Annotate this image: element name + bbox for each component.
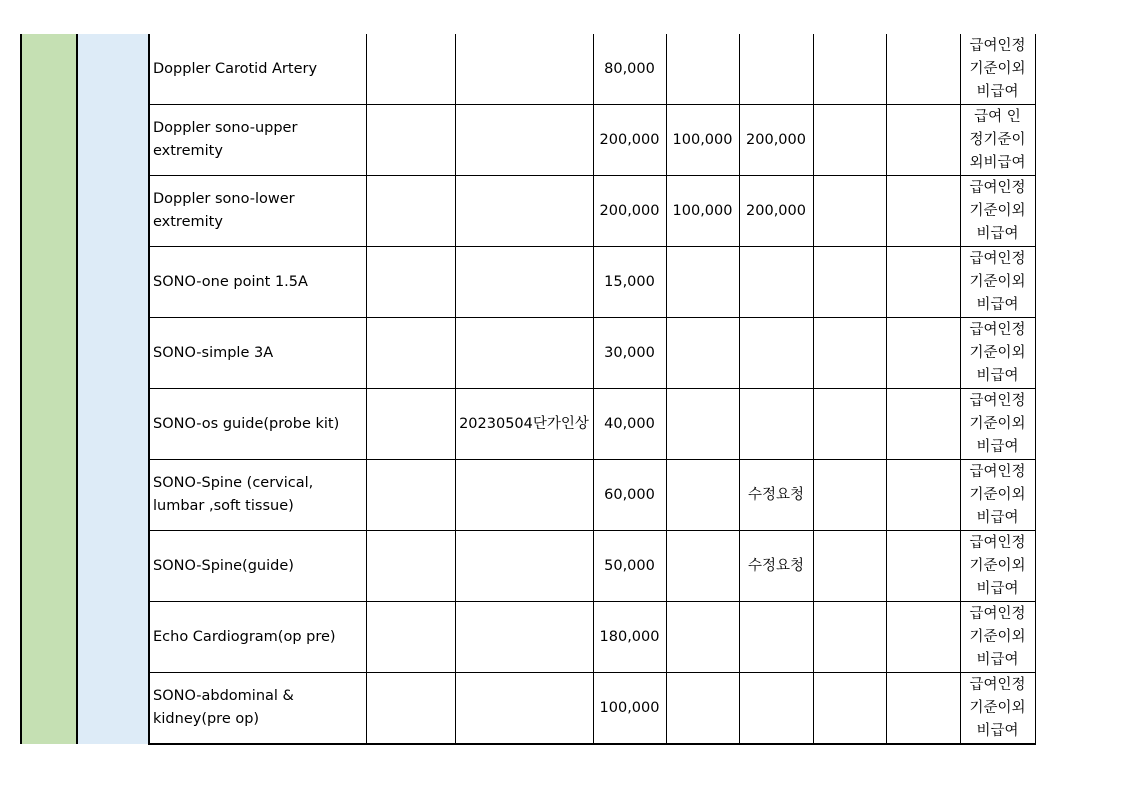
blank-cell[interactable] [886, 531, 960, 602]
category-blue-cell [77, 34, 149, 105]
coverage-note-cell[interactable]: 급여인정 기준이외 비급여 [960, 318, 1035, 389]
blank-cell[interactable] [886, 34, 960, 105]
procedure-name-cell[interactable]: SONO-one point 1.5A [149, 247, 366, 318]
blank-cell[interactable] [886, 460, 960, 531]
price-2-cell[interactable] [666, 602, 739, 673]
price-cell[interactable]: 200,000 [593, 105, 666, 176]
blank-cell[interactable] [886, 602, 960, 673]
procedure-name-cell[interactable]: SONO-simple 3A [149, 318, 366, 389]
category-green-cell [21, 673, 77, 745]
category-blue-cell [77, 247, 149, 318]
remark-cell[interactable] [455, 105, 593, 176]
table-row [21, 176, 1035, 247]
procedure-name-cell[interactable]: SONO-Spine (cervical, lumbar ,soft tissue) [149, 460, 366, 531]
blank-cell[interactable] [813, 673, 886, 745]
blank-cell[interactable] [886, 176, 960, 247]
table-row [21, 531, 1035, 602]
blank-cell[interactable] [813, 389, 886, 460]
table-body [21, 34, 1035, 744]
category-green-cell [21, 531, 77, 602]
procedure-name-cell[interactable]: SONO-os guide(probe kit) [149, 389, 366, 460]
category-blue-cell [77, 531, 149, 602]
blank-cell[interactable] [366, 318, 455, 389]
table-row [21, 673, 1035, 745]
blank-cell[interactable] [886, 673, 960, 745]
blank-cell[interactable] [813, 34, 886, 105]
category-blue-cell [77, 176, 149, 247]
price-3-cell[interactable] [739, 602, 813, 673]
procedure-name-cell[interactable]: Doppler sono-upper extremity [149, 105, 366, 176]
blank-cell[interactable] [813, 460, 886, 531]
procedure-name-cell[interactable]: SONO-abdominal & kidney(pre op) [149, 673, 366, 745]
category-blue-cell [77, 460, 149, 531]
blank-cell[interactable] [886, 389, 960, 460]
price-2-cell[interactable]: 100,000 [666, 105, 739, 176]
blank-cell[interactable] [366, 176, 455, 247]
procedure-name-cell[interactable]: Doppler sono-lower extremity [149, 176, 366, 247]
blank-cell[interactable] [813, 176, 886, 247]
blank-cell[interactable] [366, 602, 455, 673]
procedure-name-cell[interactable]: Doppler Carotid Artery [149, 34, 366, 105]
category-green-cell [21, 34, 77, 105]
coverage-note-cell[interactable]: 급여인정 기준이외 비급여 [960, 176, 1035, 247]
price-2-cell[interactable] [666, 34, 739, 105]
price-cell[interactable]: 100,000 [593, 673, 666, 745]
price-3-cell[interactable]: 수정요청 [739, 531, 813, 602]
category-green-cell [21, 318, 77, 389]
coverage-note-cell[interactable]: 급여인정 기준이외 비급여 [960, 602, 1035, 673]
price-3-cell[interactable]: 200,000 [739, 176, 813, 247]
price-2-cell[interactable] [666, 247, 739, 318]
price-3-cell[interactable] [739, 247, 813, 318]
price-cell[interactable]: 200,000 [593, 176, 666, 247]
blank-cell[interactable] [366, 460, 455, 531]
category-blue-cell [77, 602, 149, 673]
category-green-cell [21, 602, 77, 673]
price-cell[interactable]: 50,000 [593, 531, 666, 602]
price-3-cell[interactable]: 200,000 [739, 105, 813, 176]
coverage-note-cell[interactable]: 급여인정 기준이외 비급여 [960, 673, 1035, 745]
price-3-cell[interactable] [739, 673, 813, 745]
category-green-cell [21, 460, 77, 531]
blank-cell[interactable] [366, 531, 455, 602]
blank-cell[interactable] [813, 531, 886, 602]
price-3-cell[interactable] [739, 34, 813, 105]
remark-cell[interactable] [455, 176, 593, 247]
blank-cell[interactable] [366, 34, 455, 105]
price-cell[interactable]: 15,000 [593, 247, 666, 318]
price-2-cell[interactable] [666, 460, 739, 531]
table-row [21, 105, 1035, 176]
table-row [21, 247, 1035, 318]
blank-cell[interactable] [366, 673, 455, 745]
fee-table [20, 34, 1036, 745]
blank-cell[interactable] [813, 247, 886, 318]
table-row [21, 602, 1035, 673]
price-cell[interactable]: 80,000 [593, 34, 666, 105]
blank-cell[interactable] [366, 247, 455, 318]
price-3-cell[interactable] [739, 389, 813, 460]
table-row [21, 34, 1035, 105]
category-green-cell [21, 105, 77, 176]
remark-cell[interactable]: 20230504단가인상 [455, 389, 593, 460]
price-2-cell[interactable] [666, 318, 739, 389]
blank-cell[interactable] [366, 105, 455, 176]
category-blue-cell [77, 673, 149, 745]
price-3-cell[interactable]: 수정요청 [739, 460, 813, 531]
coverage-note-cell[interactable]: 급여인정 기준이외 비급여 [960, 34, 1035, 105]
remark-cell[interactable] [455, 460, 593, 531]
remark-cell[interactable] [455, 602, 593, 673]
price-cell[interactable]: 40,000 [593, 389, 666, 460]
remark-cell[interactable] [455, 247, 593, 318]
category-blue-cell [77, 105, 149, 176]
price-cell[interactable]: 60,000 [593, 460, 666, 531]
blank-cell[interactable] [366, 389, 455, 460]
blank-cell[interactable] [886, 247, 960, 318]
blank-cell[interactable] [813, 602, 886, 673]
category-blue-cell [77, 389, 149, 460]
table-row [21, 389, 1035, 460]
blank-cell[interactable] [886, 105, 960, 176]
blank-cell[interactable] [886, 318, 960, 389]
blank-cell[interactable] [813, 105, 886, 176]
price-cell[interactable]: 30,000 [593, 318, 666, 389]
remark-cell[interactable] [455, 318, 593, 389]
coverage-note-cell[interactable]: 급여인정 기준이외 비급여 [960, 247, 1035, 318]
remark-cell[interactable] [455, 531, 593, 602]
price-2-cell[interactable] [666, 531, 739, 602]
coverage-note-cell[interactable]: 급여 인 정기준이 외비급여 [960, 105, 1035, 176]
procedure-name-cell[interactable]: Echo Cardiogram(op pre) [149, 602, 366, 673]
category-green-cell [21, 176, 77, 247]
blank-cell[interactable] [813, 318, 886, 389]
table-row [21, 318, 1035, 389]
price-3-cell[interactable] [739, 318, 813, 389]
table-row [21, 460, 1035, 531]
price-2-cell[interactable] [666, 389, 739, 460]
price-2-cell[interactable] [666, 673, 739, 745]
coverage-note-cell[interactable]: 급여인정 기준이외 비급여 [960, 460, 1035, 531]
remark-cell[interactable] [455, 673, 593, 745]
price-2-cell[interactable]: 100,000 [666, 176, 739, 247]
category-blue-cell [77, 318, 149, 389]
procedure-name-cell[interactable]: SONO-Spine(guide) [149, 531, 366, 602]
category-green-cell [21, 247, 77, 318]
coverage-note-cell[interactable]: 급여인정 기준이외 비급여 [960, 389, 1035, 460]
category-green-cell [21, 389, 77, 460]
price-cell[interactable]: 180,000 [593, 602, 666, 673]
remark-cell[interactable] [455, 34, 593, 105]
coverage-note-cell[interactable]: 급여인정 기준이외 비급여 [960, 531, 1035, 602]
